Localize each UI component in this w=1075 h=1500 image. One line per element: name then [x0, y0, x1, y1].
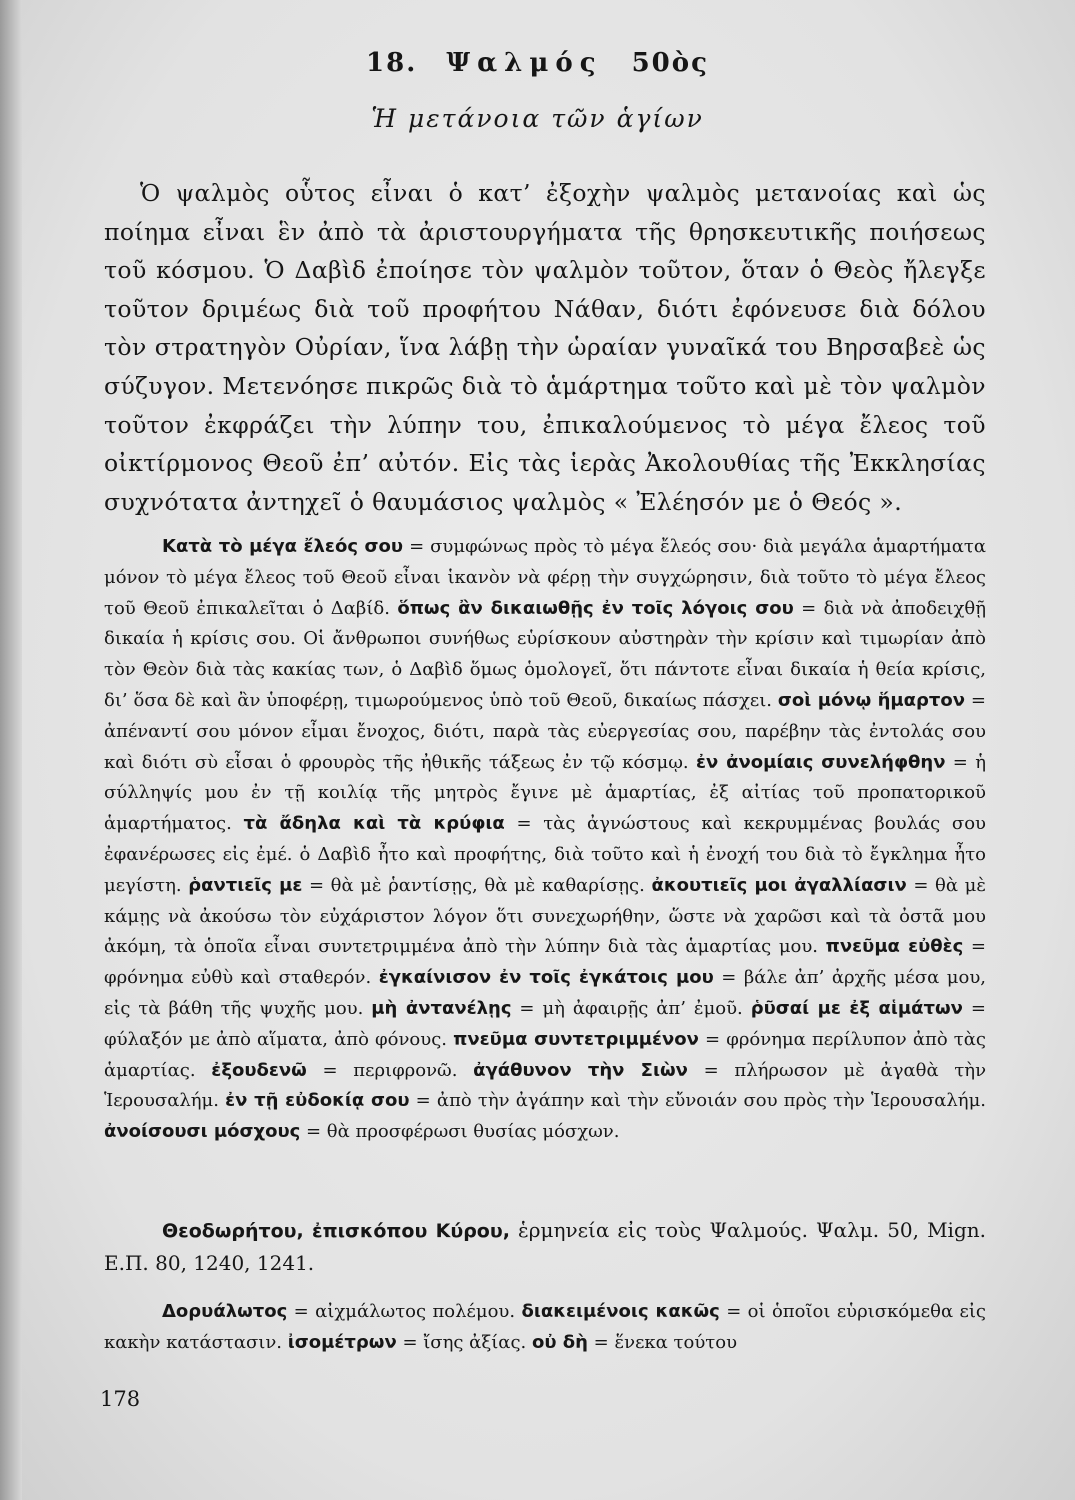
note-term: ἐν ἀνομίαις συνελήφθην [695, 751, 946, 773]
note-term: πνεῦμα συντετριμμένον [453, 1028, 699, 1050]
note-term: πνεῦμα εὐθὲς [825, 936, 964, 958]
gloss-term: ἰσομέτρων [287, 1332, 397, 1353]
note-gloss: = φρόνημα εὐθὺ καὶ σταθερόν. [104, 936, 986, 989]
note-term: ὅπως ἂν δικαιωθῇς ἐν τοῖς λόγοις σου [397, 597, 794, 619]
note-gloss: = θὰ μὲ κάμῃς νὰ ἀκούσω τὸν εὐχάριστον λόγον ὅτι συνεχωρήθην, ὥστε νὰ χαρῶσι καὶ τὰ ὀστᾶ μου ἀκόμη, τὰ ὁποῖα εἶναι συντετριμμένα ἀπὸ τὴν λύπην διὰ τὰς ἁμαρτίας μου. [104, 874, 986, 958]
note-gloss: = ἀπὸ τὴν ἀγάπην καὶ τὴν εὔνοιάν σου πρὸς τὴν Ἱερουσαλήμ. [409, 1090, 987, 1112]
note-gloss: = τὰς ἀγνώστους καὶ κεκρυμμένας βουλάς σου ἐφανέρωσες εἰς ἐμέ. ὁ Δαβὶδ ἦτο καὶ προφήτης, διὰ τοῦτο καὶ ἡ ἐνοχή του διὰ τὸ ἔγκλημα ἦτο μεγίστη. [104, 813, 986, 896]
gloss-meaning: = οἱ ὁποῖοι εὑρισκόμεθα εἰς κακὴν κατάστασιν. [104, 1301, 986, 1353]
psalm-word: Ψαλμός [446, 48, 603, 78]
note-term: τὰ ἄδηλα καὶ τὰ κρύφια [243, 813, 505, 835]
note-term: ἀκουτιεῖς μοι ἀγαλλίασιν [651, 874, 907, 896]
note-term: ἀγάθυνον τὴν Σιὼν [473, 1059, 688, 1081]
gloss-term: οὐ δὴ [531, 1332, 588, 1353]
gloss-meaning: = αἰχμάλωτος πολέμου. [287, 1301, 522, 1322]
note-gloss: = θὰ προσφέρωσι θυσίας μόσχων. [300, 1121, 620, 1143]
note-term: ῥῦσαί με ἐξ αἱμάτων [750, 997, 963, 1019]
source-citation [104, 1214, 986, 1279]
page-edge-shadow [0, 0, 22, 1500]
note-gloss: = διὰ νὰ ἀποδειχθῇ δικαία ἡ κρίσις σου. Οἱ ἄνθρωποι συνήθως εὑρίσκουν αὐστηρὰν τὴν κρίσιν καὶ τιμωρίαν ἀπὸ τὸν Θεὸν διὰ τὰς κακίας των, ὁ Δαβὶδ ὅμως ὁμολογεῖ, ὅτι πάντοτε εἶναι δικαία ἡ θεία κρίσις, δι’ ὅσα δὲ καὶ ἂν ὑποφέρῃ, τιμωρούμενος ὑπὸ τοῦ Θεοῦ, δικαίως πάσχει. [104, 597, 986, 711]
glossary-notes [104, 1296, 986, 1358]
note-term: μὴ ἀντανέλῃς [371, 997, 512, 1019]
chapter-heading [0, 48, 1075, 78]
page-number: 178 [100, 1387, 141, 1411]
note-gloss: = φρόνημα περίλυπον ἀπὸ τὰς ἁμαρτίας. [104, 1028, 986, 1081]
note-term: ἀνοίσουσι μόσχους [104, 1121, 301, 1143]
note-term: ῥαντιεῖς με [188, 874, 303, 896]
note-gloss: = βάλε ἀπ’ ἀρχῆς μέσα μου, εἰς τὰ βάθη τῆς ψυχῆς μου. [104, 967, 986, 1019]
note-term: ἐξουδενῶ [211, 1059, 307, 1081]
gloss-term: Δορυάλωτος [162, 1301, 288, 1322]
psalm-number: 50ὸς [631, 48, 709, 78]
source-author: Θεοδωρήτου, ἐπισκόπου Κύρου, [162, 1220, 510, 1242]
note-gloss: = ἡ σύλληψίς μου ἐν τῇ κοιλίᾳ τῆς μητρὸς ἔγινε μὲ ἁμαρτίας, ἐξ αἰτίας τοῦ προπατορικοῦ ἁμαρτήματος. [104, 751, 987, 835]
note-term: ἐγκαίνισον ἐν τοῖς ἐγκάτοις μου [378, 967, 714, 989]
note-gloss: = συμφώνως πρὸς τὸ μέγα ἔλεός σου· διὰ μεγάλα ἁμαρτήματα μόνον τὸ μέγα ἔλεος τοῦ Θεοῦ εἶναι ἱκανὸν νὰ φέρῃ τὴν συγχώρησιν, διὰ τοῦτο τὸ μέγα ἔλεος τοῦ Θεοῦ ἐπικαλεῖται ὁ Δαβίδ. [104, 536, 986, 619]
gloss-meaning: = ἴσης ἀξίας. [396, 1332, 532, 1353]
source-reference: ἑρμηνεία εἰς τοὺς Ψαλμούς. Ψαλμ. 50, Mign. Ε.Π. 80, 1240, 1241. [104, 1218, 986, 1275]
note-gloss: = ἀπέναντί σου μόνον εἶμαι ἔνοχος, διότι, παρὰ τὰς εὐεργεσίας σου, παρέβην τὰς ἐντολάς σου καὶ διότι σὺ εἶσαι ὁ φρουρὸς τῆς ἠθικῆς τάξεως ἐν τῷ κόσμῳ. [104, 689, 986, 773]
note-term: ἐν τῇ εὐδοκίᾳ σου [225, 1090, 410, 1112]
chapter-number: 18. [366, 48, 418, 78]
note-gloss: = πλήρωσον μὲ ἀγαθὰ τὴν Ἱερουσαλήμ. [104, 1059, 987, 1112]
chapter-subtitle: Ἡ μετάνοια τῶν ἁγίων [371, 104, 704, 133]
note-term: Κατὰ τὸ μέγα ἔλεός σου [162, 536, 404, 557]
note-gloss: = μὴ ἀφαιρῇς ἀπ’ ἐμοῦ. [511, 997, 751, 1019]
gloss-term: διακειμένοις κακῶς [521, 1301, 720, 1322]
intro-paragraph: Ὁ ψαλμὸς οὗτος εἶναι ὁ κατ’ ἐξοχὴν ψαλμὸς μετανοίας καὶ ὡς ποίημα εἶναι ἓν ἀπὸ τὰ ἀριστουργήματα τῆς θρησκευτικῆς ποιήσεως τοῦ κόσμου. Ὁ Δαβὶδ ἐποίησε τὸν ψαλμὸν τοῦτον, ὅταν ὁ Θεὸς ἤλεγξε τοῦτον δριμέως διὰ τοῦ προφήτου Νάθαν, διότι ἐφόνευσε διὰ δόλου τὸν στρατηγὸν Οὐρίαν, ἵνα λάβῃ τὴν ὡραίαν γυναῖκά του Βηρσαβεὲ ὡς σύζυγον. Μετενόησε πικρῶς διὰ τὸ ἁμάρτημα τοῦτο καὶ μὲ τὸν ψαλμὸν τοῦτον ἐκφράζει τὴν λύπην του, ἐπικαλούμενος τὸ μέγα ἔλεος τοῦ οἰκτίρμονος Θεοῦ ἐπ’ αὐτόν. Εἰς τὰς ἱερὰς Ἀκολουθίας τῆς Ἐκκλησίας συχνότατα ἀντηχεῖ ὁ θαυμάσιος ψαλμὸς « Ἐλέησόν με ὁ Θεός ». [104, 179, 986, 516]
note-gloss: = θὰ μὲ ῥαντίσῃς, θὰ μὲ καθαρίσῃς. [302, 874, 652, 896]
note-gloss: = περιφρονῶ. [306, 1059, 474, 1081]
note-gloss: = φύλαξόν με ἀπὸ αἵματα, ἀπὸ φόνους. [104, 997, 986, 1050]
note-term: σοὶ μόνῳ ἥμαρτον [777, 689, 966, 711]
commentary-notes [104, 532, 986, 1148]
gloss-meaning: = ἕνεκα τούτου [587, 1332, 738, 1353]
